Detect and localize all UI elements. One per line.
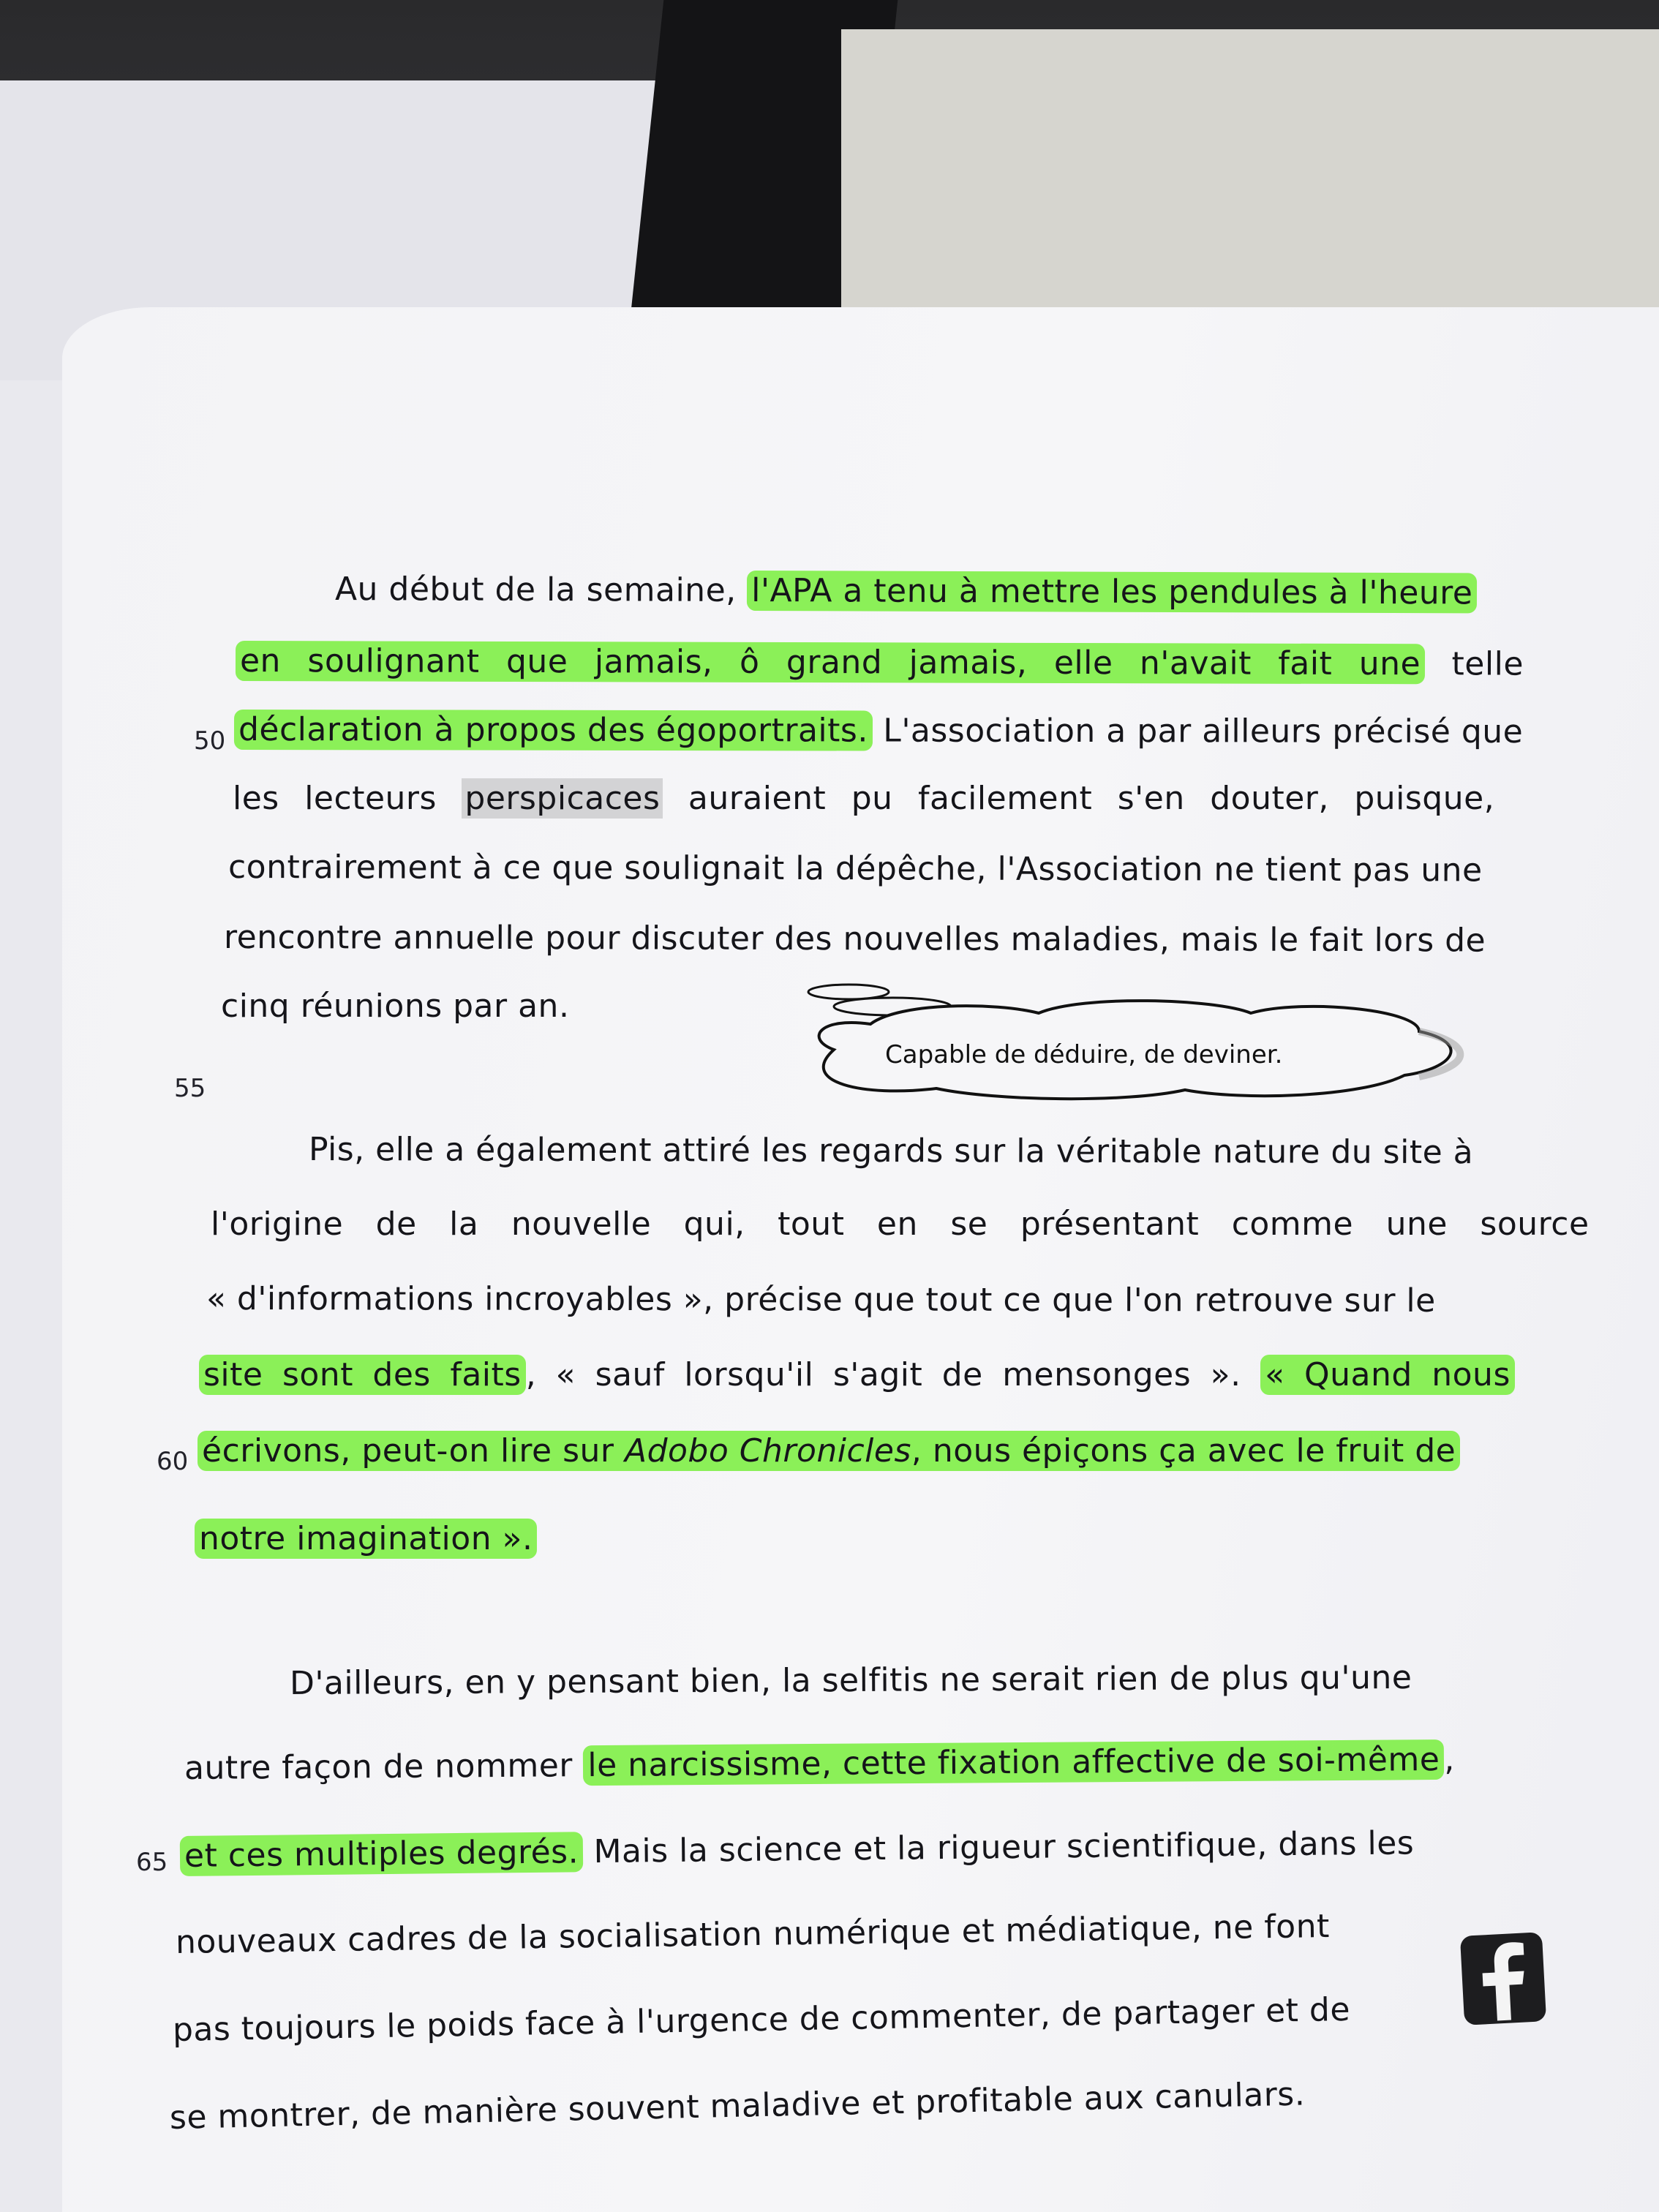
line-text: Au début de la semaine,	[334, 571, 748, 609]
text-line-12	[198, 1432, 1460, 1470]
source-title: Adobo Chronicles	[624, 1432, 911, 1470]
highlighted-text: le narcissisme, cette fixation affective de soi-même	[583, 1739, 1444, 1786]
line-number: 60	[157, 1447, 189, 1476]
text-line-15	[184, 1741, 1455, 1787]
highlighted-text	[198, 1431, 1460, 1471]
line-text: cinq réunions par an.	[221, 988, 570, 1025]
highlighted-text: l'APA a tenu à mettre les pendules à l'heure	[747, 571, 1477, 613]
text-line-4	[233, 780, 1494, 817]
marked-word: perspicaces	[462, 778, 663, 819]
highlighted-text: « Quand nous	[1260, 1355, 1515, 1395]
line-number: 55	[174, 1074, 206, 1103]
line-text: Pis, elle a également attiré les regards sur la véritable nature du site à	[308, 1131, 1474, 1172]
line-text: l'origine de la nouvelle qui, tout en se présentant comme une source	[211, 1205, 1590, 1243]
text-line-10	[206, 1280, 1436, 1320]
highlighted-text: déclaration à propos des égoportraits.	[234, 710, 873, 751]
text-line-2	[236, 642, 1524, 683]
line-number: 65	[136, 1848, 168, 1877]
highlighted-text: en soulignant que jamais, ô grand jamais, elle n'avait fait une	[236, 641, 1425, 684]
line-text: « d'informations incroyables », précise que tout ce que l'on retrouve sur le	[206, 1280, 1436, 1320]
line-text: Mais la science et la rigueur scientifique, dans les	[582, 1824, 1415, 1871]
line-number: 50	[194, 726, 226, 756]
text-line-8	[309, 1131, 1473, 1171]
line-text: pas toujours le poids face à l'urgence de commenter, de partager et de	[172, 1990, 1351, 2049]
line-text: nouveaux cadres de la socialisation numérique et médiatique, ne font	[175, 1907, 1331, 1961]
highlighted-text: notre imagination ».	[195, 1519, 537, 1559]
line-text: ,	[1444, 1740, 1455, 1778]
line-text: D'ailleurs, en y pensant bien, la selfitis ne serait rien de plus qu'une	[289, 1658, 1412, 1702]
highlighted-part: écrivons, peut-on lire sur	[202, 1432, 625, 1470]
text-line-13	[195, 1520, 537, 1557]
text-line-7	[221, 988, 569, 1025]
text-line-5	[228, 849, 1483, 889]
line-text: rencontre annuelle pour discuter des nouvelles maladies, mais le fait lors de	[223, 919, 1486, 960]
line-text: contrairement à ce que soulignait la dépêche, l'Association ne tient pas une	[227, 849, 1483, 889]
line-text: les lecteurs	[233, 780, 462, 817]
text-line-11	[199, 1356, 1515, 1393]
highlighted-text: site sont des faits	[199, 1355, 526, 1395]
facebook-icon	[1457, 1929, 1550, 2028]
text-line-3	[234, 711, 1523, 750]
highlighted-text: et ces multiples degrés.	[180, 1832, 584, 1876]
text-line-1	[335, 571, 1478, 612]
line-text: , « sauf lorsqu'il s'agit de mensonges ».	[525, 1356, 1261, 1393]
text-line-9	[211, 1205, 1590, 1243]
cloud-note-text: Capable de déduire, de deviner.	[885, 1040, 1283, 1069]
line-text: auraient pu facilement s'en douter, puisque,	[663, 780, 1495, 817]
text-line-6	[224, 919, 1486, 960]
line-text: autre façon de nommer	[184, 1747, 584, 1787]
text-line-14	[290, 1659, 1412, 1702]
line-text: L'association a par ailleurs précisé que	[872, 712, 1524, 751]
highlighted-part: , nous épiçons ça avec le fruit de	[911, 1432, 1456, 1470]
line-text: telle	[1425, 645, 1524, 683]
line-text: se montrer, de manière souvent maladive et profitable aux canulars.	[169, 2075, 1306, 2137]
